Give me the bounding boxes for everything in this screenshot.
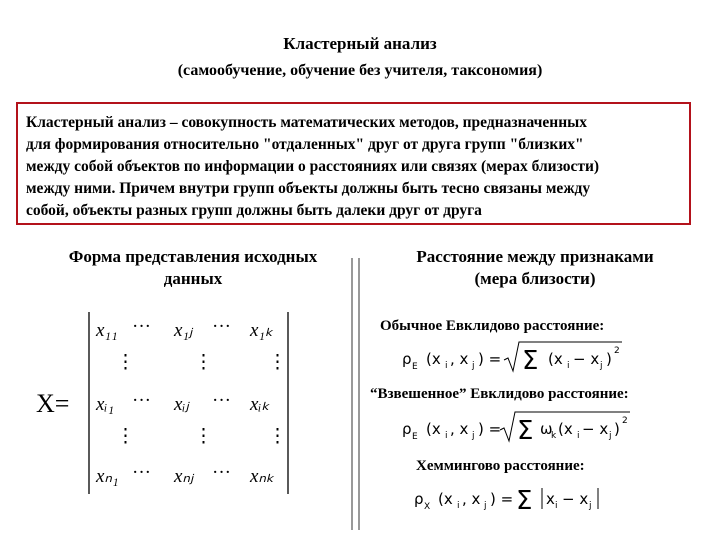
svg-text:, x: , x [462, 490, 481, 508]
svg-text:Σ: Σ [522, 346, 539, 376]
matrix-cell: x₁ₖ [250, 320, 274, 341]
matrix-cell: xᵢₖ [250, 394, 270, 415]
svg-text:Σ: Σ [516, 486, 533, 516]
svg-text:, x: , x [450, 350, 469, 368]
svg-text:− x: − x [562, 490, 589, 508]
matrix-vdots: ⋮ [194, 426, 213, 447]
svg-text:ρ: ρ [402, 350, 412, 368]
data-matrix [36, 302, 356, 502]
matrix-cell: x₁ⱼ [174, 320, 193, 341]
euclid-formula [400, 338, 640, 376]
distance-heading-line1: Расстояние между признаками [416, 247, 654, 266]
svg-text:− x: − x [582, 420, 609, 438]
definition-line: собой, объекты разных групп должны быть далеки друг от друга [26, 202, 482, 219]
matrix-hdots: ··· [212, 316, 231, 337]
svg-text:(x: (x [438, 490, 453, 508]
svg-text:Σ: Σ [517, 416, 534, 446]
matrix-cell: xᵢⱼ [174, 394, 189, 415]
svg-text:j: j [472, 431, 475, 441]
matrix-cell: xₙₖ [250, 466, 275, 487]
svg-text:E: E [412, 362, 418, 372]
definition-line: между ними. Причем внутри групп объекты должны быть тесно связаны между [26, 180, 591, 197]
matrix-hdots: ··· [132, 462, 151, 483]
hamming-formula [412, 478, 632, 516]
definition-line: Кластерный анализ – совокупность математических методов, предназначенных [26, 114, 587, 131]
matrix-vdots: ⋮ [268, 352, 287, 373]
matrix-cell: xₙ₁ [96, 466, 119, 487]
svg-text:ω: ω [540, 420, 553, 438]
svg-text:) =: ) = [490, 490, 514, 508]
definition-line: для формирования относительно "отдаленных" друг от друга групп "близких" [26, 136, 584, 153]
svg-text:) =: ) = [478, 420, 502, 438]
definition-box [16, 102, 691, 225]
matrix-vdots: ⋮ [268, 426, 287, 447]
svg-text:2: 2 [614, 346, 620, 356]
data-form-heading-line1: Форма представления исходных [68, 247, 318, 266]
weighted-euclid-formula [400, 408, 640, 446]
svg-text:j: j [600, 361, 603, 371]
svg-text:j: j [472, 361, 475, 371]
svg-text:): ) [614, 420, 620, 438]
data-form-heading-line2: данных [163, 269, 223, 288]
data-form-heading [28, 246, 358, 290]
svg-text:i: i [567, 361, 570, 371]
distance-heading-line2: (мера близости) [474, 269, 596, 288]
svg-text:i: i [445, 431, 448, 441]
svg-text:x: x [546, 490, 555, 508]
matrix-hdots: ··· [132, 316, 151, 337]
svg-text:(x: (x [548, 350, 563, 368]
svg-text:i: i [445, 361, 448, 371]
svg-text:k: k [551, 431, 557, 441]
matrix-vdots: ⋮ [194, 352, 213, 373]
svg-text:i: i [555, 501, 558, 511]
svg-text:j: j [484, 501, 487, 511]
matrix-hdots: ··· [212, 390, 231, 411]
svg-text:ρ: ρ [414, 490, 424, 508]
matrix-hdots: ··· [132, 390, 151, 411]
distance-heading [370, 246, 700, 290]
matrix-hdots: ··· [212, 462, 231, 483]
page-subtitle: (самообучение, обучение без учителя, таксономия) [177, 62, 543, 79]
matrix-vdots: ⋮ [116, 352, 135, 373]
matrix-cell: xₙⱼ [174, 466, 194, 487]
page-title: Кластерный анализ [283, 34, 437, 53]
matrix-vdots: ⋮ [116, 426, 135, 447]
svg-text:j: j [609, 431, 612, 441]
svg-text:j: j [589, 501, 592, 511]
svg-text:2: 2 [622, 416, 628, 426]
definition-line: между собой объектов по информации о расстояниях или связях (мерах близости) [26, 158, 600, 175]
svg-text:(x: (x [558, 420, 573, 438]
hamming-label: Хеммингово расстояние: [416, 458, 585, 474]
svg-text:, x: , x [450, 420, 469, 438]
svg-text:ρ: ρ [402, 420, 412, 438]
svg-text:i: i [577, 431, 580, 441]
matrix-label: X= [36, 389, 70, 418]
matrix-cell: x₁₁ [96, 320, 118, 341]
svg-text:(x: (x [426, 420, 441, 438]
matrix-cell: xᵢ₁ [96, 394, 115, 415]
svg-text:X: X [424, 502, 431, 512]
svg-text:E: E [412, 432, 418, 442]
svg-text:(x: (x [426, 350, 441, 368]
euclid-label: Обычное Евклидово расстояние: [380, 318, 605, 334]
svg-text:) =: ) = [478, 350, 502, 368]
svg-text:i: i [457, 501, 460, 511]
svg-text:): ) [606, 350, 612, 368]
weighted-euclid-label: “Взвешенное” Евклидово расстояние: [370, 386, 629, 402]
svg-text:− x: − x [573, 350, 600, 368]
